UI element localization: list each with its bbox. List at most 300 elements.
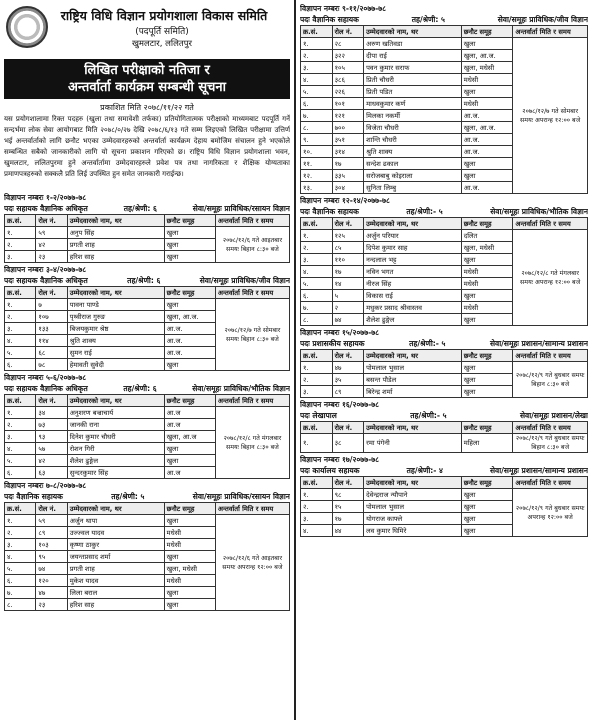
candidate-name-cell: रोशन गिरी [67, 443, 164, 455]
roll-number-cell: ३२२ [332, 50, 364, 62]
serial-cell: ४. [5, 551, 36, 563]
interview-schedule-cell: २०७८/१२/६ गते आइतबार समयः बिहान ८:३० बजे [215, 227, 289, 263]
group-cell: मधेसी [461, 74, 513, 86]
serial-cell: ३. [5, 323, 36, 335]
notice-title-banner [4, 59, 290, 99]
serial-cell: ४. [301, 74, 333, 86]
serial-cell: १. [5, 407, 36, 419]
column-header: छनौट समूह [461, 477, 513, 489]
serial-cell: ३. [5, 431, 36, 443]
post-details [4, 275, 290, 286]
roll-number-cell: ७४ [36, 563, 67, 575]
interview-schedule-cell: २०७८/१२/८ गते मंगलबार समयः अपरान्ह १२:०० बजे [513, 230, 588, 326]
roll-number-cell: १०३ [36, 539, 67, 551]
roll-number-cell: ६३ [36, 467, 67, 479]
candidate-table [4, 502, 290, 611]
group-cell: खुला [461, 489, 513, 501]
serial-cell: ७. [5, 587, 36, 599]
roll-number-cell: ७४ [332, 314, 364, 326]
candidate-name-cell: उज्ज्वल यादव [67, 527, 164, 539]
candidate-name-cell: जयन्तप्रसाद शर्मा [67, 551, 164, 563]
serial-cell: ८. [301, 314, 333, 326]
serial-cell: ५. [301, 278, 333, 290]
column-header: उम्मेदवारको नाम, थर [364, 350, 462, 362]
serial-cell: ३. [5, 251, 36, 263]
roll-number-cell: ९८ [332, 489, 364, 501]
interview-schedule-cell: २०७८/१२/६ गते आइतबार समयः अपरान्ह १२:०० बजे [215, 515, 289, 611]
candidate-table [4, 214, 290, 263]
roll-number-cell: १२१ [332, 110, 364, 122]
right-column [297, 0, 591, 537]
roll-number-cell: २३ [36, 599, 67, 611]
vacancy-number: विज्ञापन नम्बरः ३-४/२०७७-७८ [4, 265, 87, 274]
roll-number-cell: १२० [36, 575, 67, 587]
interview-schedule-cell: २०७८/१२/९ गते बुधबार समयः बिहान ८:३० बजे [513, 362, 588, 398]
group-cell: खुला [461, 170, 513, 182]
candidate-name-cell: योगराज काफ्ले [364, 513, 462, 525]
group-cell: खुला, मधेसी [461, 62, 513, 74]
group-cell: आ.ज [164, 407, 215, 419]
group-cell: खुला [164, 455, 215, 467]
roll-number-cell: १०१ [332, 98, 364, 110]
candidate-name-cell: शान्ति चौधरी [364, 134, 462, 146]
column-header: अन्तर्वार्ता मिति र समय [513, 218, 588, 230]
notice-body-text: यस प्रयोगशालामा रिक्त पदहरु (खुला तथा समावेशी तर्फका) प्रतियोगितात्मक परीक्षाको माध्यमबाट पदपूर्ति गर्ने सन्दर्भमा लोक सेवा आयोगबाट मिति २०७८/०/२७ देखि २०७८/६/१३ गते सम्म लिइएको लिखित परीक्षामा उत्तिर्ण भई अन्तर्वार्ताको लागि छनौट भएका उम्मेदवारहरुको अन्तर्वार्ता कार्यक्रम देहाय बमोजिम संचालन हुने भएकोले सम्बन्धित सबैको जानकारीको लागि यो सूचना प्रकाशन गरिएको छ। राष्ट्रिय विधि विज्ञान प्रयोगशाला भवन, खुमलटार, ललितपुरमा हुने अन्तर्वार्तामा उम्मेदवारहरुले प्रवेश पत्र तथा नागरिकता र शैक्षिक योग्यताका प्रमाणपत्रहरुको सक्कलै प्रति लिई उपस्थित हुन समेत जानकारी गराईन्छ। [4, 115, 290, 178]
group-cell: खुला [461, 513, 513, 525]
post-name: पदः सहायक वैज्ञानिक अधिकृत [4, 276, 88, 285]
candidate-name-cell: दीपा राई [364, 50, 462, 62]
table-row [5, 299, 290, 311]
interview-schedule-cell: २०७८/१२/९ गते बुधबार समयः बिहान ८:३० बजे [513, 434, 588, 453]
group-cell: खुला [164, 515, 215, 527]
serial-cell: ४. [301, 525, 333, 537]
roll-number-cell: १७ [332, 158, 364, 170]
candidate-name-cell: मिलका नकर्मी [364, 110, 462, 122]
interview-schedule-cell: २०७८/१२/७ गते सोमबार समयः अपरान्ह १२:०० बजे [513, 38, 588, 194]
post-name: पदः कार्यालय सहायक [300, 466, 360, 475]
group-cell: आ.ज. [164, 347, 215, 359]
post-level: तह/श्रेणी: ६ [127, 276, 161, 285]
group-cell: आ.ज. [461, 110, 513, 122]
group-cell: खुला, मधेसी [164, 563, 215, 575]
group-cell: मधेसी [461, 266, 513, 278]
serial-cell: ५. [5, 455, 36, 467]
candidate-name-cell: नीरज सिंह [364, 278, 462, 290]
vacancy-number: विज्ञापन नम्बरः १-२/२०७७-७८ [4, 193, 87, 202]
candidate-name-cell: दिपेश कुमार साह [364, 242, 462, 254]
column-header: अन्तर्वार्ता मिति र समय [513, 477, 588, 489]
post-level: तह/श्रेणी:- ४ [406, 466, 443, 475]
vacancy-number: विज्ञापन नम्बरः १६/२०७७-७८ [300, 400, 380, 409]
table-header-row [5, 287, 290, 299]
vacancy-section [4, 480, 290, 611]
serial-cell: १. [5, 299, 36, 311]
table-header-row [5, 215, 290, 227]
candidate-name-cell: हेमावती सुवेदी [67, 359, 164, 371]
left-column [0, 0, 294, 611]
group-cell: आ.ज. [461, 182, 513, 194]
serial-cell: ४. [5, 335, 36, 347]
candidate-name-cell: सुमन राई [67, 347, 164, 359]
serial-cell: ३. [301, 62, 333, 74]
serial-cell: ५. [5, 347, 36, 359]
post-name: पदः वैज्ञानिक सहायक [300, 207, 359, 216]
group-cell: खुला [164, 251, 215, 263]
candidate-name-cell: अर्जुन परियार [364, 230, 462, 242]
post-details [300, 410, 588, 421]
group-cell: खुला [461, 38, 513, 50]
table-row [5, 407, 290, 419]
column-header: रोल नं. [332, 350, 364, 362]
roll-number-cell: ८५ [332, 242, 364, 254]
group-cell: महिला [461, 434, 513, 453]
candidate-name-cell: हरिश साह [67, 251, 164, 263]
candidate-name-cell: सन्देश ढकाल [364, 158, 462, 170]
column-header: अन्तर्वार्ता मिति र समय [215, 395, 289, 407]
candidate-name-cell: श्रुति शाक्य [364, 146, 462, 158]
table-header-row [301, 26, 588, 38]
column-header: उम्मेदवारको नाम, थर [67, 395, 164, 407]
right-sections [300, 3, 588, 537]
table-header-row [301, 350, 588, 362]
table-header-row [5, 395, 290, 407]
serial-cell: १. [301, 489, 333, 501]
roll-number-cell: ८९ [332, 386, 364, 398]
roll-number-cell: १५ [332, 501, 364, 513]
roll-number-cell: ११४ [36, 335, 67, 347]
column-header: रोल नं. [332, 26, 364, 38]
service-group: सेवा/समूहः प्रशासन/सामान्य प्रशासन [489, 339, 588, 348]
candidate-name-cell: लिला बराल [67, 587, 164, 599]
candidate-name-cell: नन्दलाल भट्ट [364, 254, 462, 266]
table-row [5, 515, 290, 527]
roll-number-cell: ७८ [36, 359, 67, 371]
serial-cell: २. [301, 242, 333, 254]
interview-schedule-cell: २०७८/१२/८ गते मंगलबार समयः बिहान ८:३० बजे [215, 407, 289, 479]
group-cell: खुला [461, 254, 513, 266]
candidate-name-cell: अनुप सिंह [67, 227, 164, 239]
candidate-table [300, 349, 588, 398]
roll-number-cell: ५७ [36, 443, 67, 455]
column-header: क्र.सं. [301, 422, 333, 434]
roll-number-cell: ७ [36, 299, 67, 311]
roll-number-cell: ३१४ [332, 146, 364, 158]
post-level: तह/श्रेणी: ५ [411, 15, 445, 24]
column-header: क्र.सं. [301, 26, 333, 38]
candidate-name-cell: लव कुमार घिमिरे [364, 525, 462, 537]
group-cell: आ.ज. [164, 335, 215, 347]
column-header: अन्तर्वार्ता मिति र समय [215, 215, 289, 227]
roll-number-cell: ३५ [332, 374, 364, 386]
roll-number-cell: ९५ [36, 551, 67, 563]
candidate-name-cell: पृथ्वीराज गुरुङ [67, 311, 164, 323]
serial-cell: २. [301, 501, 333, 513]
roll-number-cell: २२६ [332, 86, 364, 98]
candidate-name-cell: पोमलाल भुसाल [364, 362, 462, 374]
serial-cell: ७. [301, 302, 333, 314]
roll-number-cell: ९३ [36, 431, 67, 443]
group-cell: आ.ज [164, 419, 215, 431]
roll-number-cell: ४७ [36, 587, 67, 599]
post-name: पदः वैज्ञानिक सहायक [4, 492, 63, 501]
vacancy-number: विज्ञापन नम्बरः १२-१४/२०७७-७८ [300, 196, 390, 205]
roll-number-cell: १०५ [332, 62, 364, 74]
roll-number-cell: ४२ [36, 455, 67, 467]
post-details [300, 14, 588, 25]
roll-number-cell: २ [332, 302, 364, 314]
group-cell: खुला [461, 525, 513, 537]
column-header: क्र.सं. [301, 218, 333, 230]
roll-number-cell: ३३५ [332, 170, 364, 182]
group-cell: खुला, आ.ज. [461, 50, 513, 62]
vacancy-section [4, 372, 290, 479]
service-group: सेवा/समूहः प्राविधिक/जीव विज्ञान [199, 276, 290, 285]
group-cell: मधेसी [461, 302, 513, 314]
post-name: पदः लेखापाल [300, 411, 337, 420]
vacancy-section [4, 192, 290, 263]
table-header-row [301, 477, 588, 489]
serial-cell: ८. [5, 599, 36, 611]
roll-number-cell: १३३ [36, 323, 67, 335]
candidate-name-cell: अरुण खतिवडा [364, 38, 462, 50]
candidate-name-cell: प्रगती शाह [67, 239, 164, 251]
post-name: पदः प्रशासकीय सहायक [300, 339, 365, 348]
group-cell: दलित [461, 230, 513, 242]
vacancy-number: विज्ञापन नम्बरः ७-८/२०७७-७८ [4, 481, 87, 490]
serial-cell: २. [5, 239, 36, 251]
roll-number-cell: ३०४ [332, 182, 364, 194]
candidate-name-cell: बिरेन्द्र शर्मा [364, 386, 462, 398]
candidate-name-cell: श्रुति शाक्य [67, 335, 164, 347]
column-header: रोल नं. [332, 477, 364, 489]
column-header: क्र.सं. [301, 477, 333, 489]
column-header: छनौट समूह [461, 422, 513, 434]
group-cell: खुला [461, 501, 513, 513]
group-cell: मधेसी [164, 539, 215, 551]
column-header: रोल नं. [332, 422, 364, 434]
service-group: सेवा/समूहः प्रशासन/सामान्य प्रशासन [489, 466, 588, 475]
roll-number-cell: ३४ [36, 407, 67, 419]
organization-name: राष्ट्रिय विधि विज्ञान प्रयोगशाला विकास समिति [60, 8, 268, 23]
serial-cell: ९. [301, 134, 333, 146]
table-header-row [301, 218, 588, 230]
roll-number-cell: ७०० [332, 122, 364, 134]
candidate-name-cell: प्रिती चौधरी [364, 74, 462, 86]
serial-cell: २. [301, 374, 333, 386]
post-level: तह/श्रेणी: ६ [123, 384, 157, 393]
post-details [4, 383, 290, 394]
government-emblem-icon [6, 6, 48, 48]
serial-cell: १. [301, 362, 333, 374]
serial-cell: २. [5, 419, 36, 431]
roll-number-cell: ४२ [36, 239, 67, 251]
roll-number-cell: ११० [332, 254, 364, 266]
candidate-name-cell: विकास राई [364, 290, 462, 302]
group-cell: मधेसी [461, 278, 513, 290]
serial-cell: २. [5, 527, 36, 539]
post-details [300, 465, 588, 476]
serial-cell: ६. [5, 575, 36, 587]
candidate-table [300, 476, 588, 537]
serial-cell: १. [5, 515, 36, 527]
serial-cell: ४. [301, 266, 333, 278]
candidate-name-cell: शैलेश ढुङ्गेल [364, 314, 462, 326]
column-header: उम्मेदवारको नाम, थर [364, 26, 462, 38]
service-group: सेवा/समूहः प्राविधिक/भौतिक विज्ञान [192, 384, 290, 393]
column-header: उम्मेदवारको नाम, थर [364, 218, 462, 230]
column-header: रोल नं. [36, 215, 67, 227]
group-cell: खुला [164, 227, 215, 239]
notice-header [4, 3, 290, 57]
candidate-name-cell: अर्जुन थापा [67, 515, 164, 527]
serial-cell: ५. [5, 563, 36, 575]
roll-number-cell: २८ [332, 38, 364, 50]
table-row [301, 362, 588, 374]
roll-number-cell: ४७ [332, 362, 364, 374]
group-cell: खुला [461, 158, 513, 170]
group-cell: आ.ज. [461, 146, 513, 158]
post-level: तह/श्रेणी:- ५ [409, 339, 446, 348]
table-row [301, 38, 588, 50]
serial-cell: २. [5, 311, 36, 323]
candidate-table [300, 217, 588, 326]
post-details [4, 491, 290, 502]
candidate-name-cell: पावना पाण्डे [67, 299, 164, 311]
candidate-name-cell: प्रिती पडित [364, 86, 462, 98]
group-cell: खुला [461, 86, 513, 98]
candidate-name-cell: देवेन्द्रराज न्यौपाने [364, 489, 462, 501]
post-level: तह/श्रेणी: ५ [111, 492, 145, 501]
candidate-name-cell: कृष्णा ठाकुर [67, 539, 164, 551]
vacancy-section [300, 195, 588, 326]
column-header: उम्मेदवारको नाम, थर [364, 422, 462, 434]
candidate-name-cell: प्रगती शाह [67, 563, 164, 575]
column-header: रोल नं. [36, 503, 67, 515]
column-header: अन्तर्वार्ता मिति र समय [215, 503, 289, 515]
notice-title-line-1: लिखित परीक्षाको नतिजा र [84, 63, 210, 78]
post-details [300, 338, 588, 349]
roll-number-cell: २३ [36, 251, 67, 263]
group-cell: खुला, आ.ज. [164, 311, 215, 323]
serial-cell: १२. [301, 170, 333, 182]
group-cell: खुला [164, 239, 215, 251]
serial-cell: ३. [301, 386, 333, 398]
serial-cell: १. [5, 227, 36, 239]
serial-cell: १. [301, 38, 333, 50]
table-row [301, 434, 588, 453]
candidate-table [300, 421, 588, 453]
serial-cell: १०. [301, 146, 333, 158]
group-cell: खुला [461, 314, 513, 326]
post-level: तह/श्रेणी:- ५ [406, 207, 443, 216]
column-header: क्र.सं. [301, 350, 333, 362]
table-header-row [5, 503, 290, 515]
post-level: तह/श्रेणी: ६ [123, 204, 157, 213]
group-cell: खुला, आ.ज [164, 431, 215, 443]
group-cell: खुला, मधेसी [461, 242, 513, 254]
vacancy-section [300, 399, 588, 453]
post-details [4, 203, 290, 214]
candidate-name-cell: सुनिता लिम्बु [364, 182, 462, 194]
column-header: उम्मेदवारको नाम, थर [67, 215, 164, 227]
column-header: क्र.सं. [5, 503, 36, 515]
serial-cell: ६. [301, 98, 333, 110]
column-header: क्र.सं. [5, 287, 36, 299]
column-header: उम्मेदवारको नाम, थर [67, 287, 164, 299]
vacancy-number: विज्ञापन नम्बरः १५/२०७७-७८ [300, 328, 380, 337]
candidate-name-cell: हरिश साह [67, 599, 164, 611]
candidate-table [300, 25, 588, 194]
roll-number-cell: १४ [332, 278, 364, 290]
column-header: छनौट समूह [164, 287, 215, 299]
candidate-name-cell: बसन्त पौडेल [364, 374, 462, 386]
roll-number-cell: ८९ [36, 527, 67, 539]
column-header: अन्तर्वार्ता मिति र समय [215, 287, 289, 299]
serial-cell: १. [301, 230, 333, 242]
serial-cell: ४. [5, 443, 36, 455]
serial-cell: ५. [301, 86, 333, 98]
candidate-name-cell: नविन भगत [364, 266, 462, 278]
group-cell: खुला [164, 443, 215, 455]
column-header: अन्तर्वार्ता मिति र समय [513, 26, 588, 38]
serial-cell: ३. [301, 513, 333, 525]
serial-cell: ३. [301, 254, 333, 266]
roll-number-cell: ३८६ [332, 74, 364, 86]
roll-number-cell: १७ [332, 266, 364, 278]
interview-schedule-cell: २०७८/१२/७ गते सोमबार समयः बिहान ८:३० बजे [215, 299, 289, 371]
candidate-name-cell: अनुशरण बज्राचार्य [67, 407, 164, 419]
committee-name: (पदपूर्ति समिति) [135, 27, 189, 37]
group-cell: खुला [461, 374, 513, 386]
serial-cell: ७. [301, 110, 333, 122]
group-cell: खुला, आ.ज. [461, 122, 513, 134]
candidate-table [4, 286, 290, 371]
column-header: क्र.सं. [5, 215, 36, 227]
serial-cell: ८. [301, 122, 333, 134]
column-header: छनौट समूह [461, 218, 513, 230]
group-cell: मधेसी [461, 98, 513, 110]
roll-number-cell: १७ [332, 513, 364, 525]
post-level: तह/श्रेणी:- ५ [410, 411, 447, 420]
roll-number-cell: ३५१ [332, 134, 364, 146]
group-cell: खुला [164, 587, 215, 599]
candidate-name-cell: जानकी राना [67, 419, 164, 431]
roll-number-cell: ५९ [36, 227, 67, 239]
post-details [300, 206, 588, 217]
column-header: छनौट समूह [164, 395, 215, 407]
publication-date: प्रकाशित मिति २०७८/११/२२ गते [100, 103, 194, 112]
group-cell: खुला [164, 599, 215, 611]
roll-number-cell: ७३ [36, 419, 67, 431]
service-group: सेवा/समूहः प्राविधिक/रसायन विज्ञान [192, 204, 290, 213]
column-header: छनौट समूह [164, 503, 215, 515]
column-header: अन्तर्वार्ता मिति र समय [513, 350, 588, 362]
column-header: उम्मेदवारको नाम, थर [67, 503, 164, 515]
candidate-name-cell: पोमलाल भुसाल [364, 501, 462, 513]
table-row [301, 230, 588, 242]
candidate-name-cell: मुकेश यादव [67, 575, 164, 587]
service-group: सेवा/समूहः प्राविधिक/भौतिक विज्ञान [490, 207, 588, 216]
group-cell: खुला [164, 299, 215, 311]
group-cell: मधेसी [164, 527, 215, 539]
serial-cell: ११. [301, 158, 333, 170]
vacancy-section [4, 264, 290, 371]
group-cell: खुला [461, 290, 513, 302]
table-row [5, 227, 290, 239]
service-group: सेवा/समूहः प्राविधिक/रसायन विज्ञान [192, 492, 290, 501]
roll-number-cell: ४४ [332, 525, 364, 537]
serial-cell: २. [301, 50, 333, 62]
